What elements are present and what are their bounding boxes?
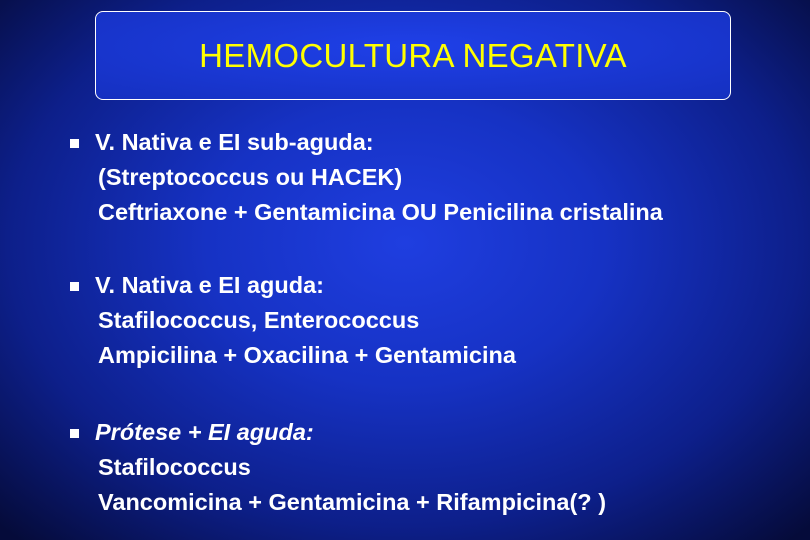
square-bullet-icon: [70, 429, 79, 438]
bullet-line: Stafilococcus, Enterococcus: [98, 307, 420, 333]
bullet-line: Ampicilina + Oxacilina + Gentamicina: [98, 342, 516, 368]
slide-title: HEMOCULTURA NEGATIVA: [199, 36, 627, 74]
bullet-item-1: [70, 125, 790, 230]
bullet-line: Vancomicina + Gentamicina + Rifampicina(? ): [98, 489, 607, 515]
square-bullet-icon: [70, 282, 79, 291]
bullet-heading: V. Nativa e EI sub-aguda:: [95, 129, 374, 155]
bullet-line: (Streptococcus ou HACEK): [98, 164, 403, 190]
bullet-heading: Prótese + EI aguda:: [95, 419, 314, 445]
bullet-line: Stafilococcus: [98, 454, 251, 480]
title-box: [95, 11, 731, 100]
bullet-item-3: [70, 415, 790, 520]
bullet-line: Ceftriaxone + Gentamicina OU Penicilina cristalina: [98, 199, 663, 225]
bullet-item-2: [70, 268, 790, 373]
bullet-heading: V. Nativa e EI aguda:: [95, 272, 324, 298]
square-bullet-icon: [70, 139, 79, 148]
